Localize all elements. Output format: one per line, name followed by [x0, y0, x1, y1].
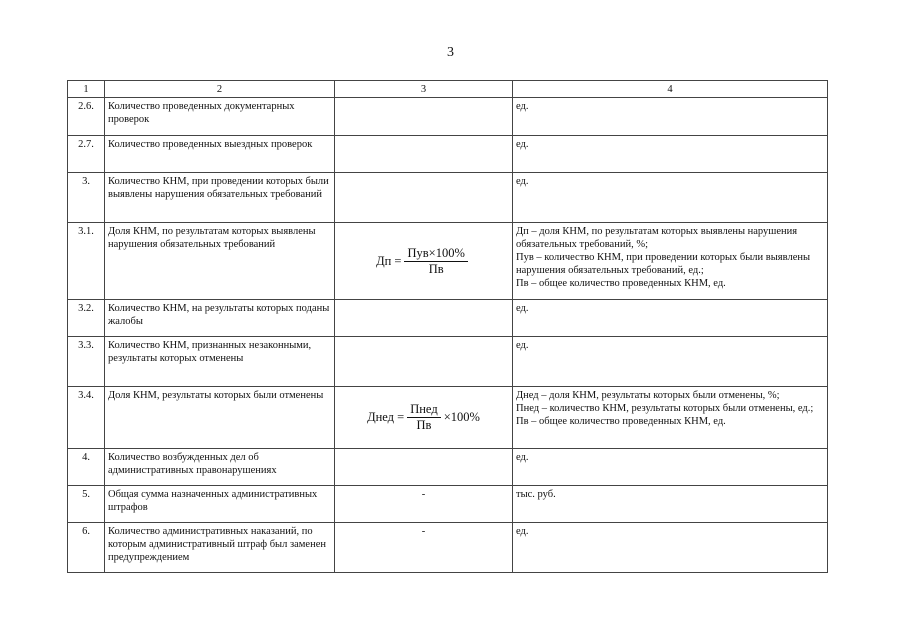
row-number: 3.3.: [68, 337, 105, 387]
formula-cell: -: [335, 523, 513, 573]
header-cell: 4: [513, 81, 828, 98]
formula-cell: -: [335, 486, 513, 523]
formula-suffix: ×100%: [443, 410, 480, 424]
table-row: [68, 223, 828, 300]
header-cell: 2: [105, 81, 335, 98]
table-row: [68, 300, 828, 337]
explanation-cell: [513, 387, 828, 449]
formula-cell: [335, 337, 513, 387]
formula-cell: [335, 387, 513, 449]
indicator-name: Количество проведенных выездных проверок: [105, 136, 335, 173]
page-number: 3: [447, 45, 454, 60]
formula: [367, 403, 480, 432]
formula-cell: [335, 223, 513, 300]
explanation-line: Пв – общее количество проведенных КНМ, ед.: [516, 416, 726, 427]
formula-numerator: Пнед: [407, 403, 440, 418]
formula-lhs: Дп =: [376, 253, 402, 268]
table-header-row: [68, 81, 828, 98]
unit-cell: ед.: [513, 337, 828, 387]
formula-cell: [335, 136, 513, 173]
unit-cell: ед.: [513, 136, 828, 173]
explanation-line: Дп – доля КНМ, по результатам которых выявлены нарушения обязательных требований, %;: [516, 226, 798, 250]
explanation-line: Пув – количество КНМ, при проведении которых были выявлены нарушения обязательных требований, ед.;: [516, 252, 811, 276]
indicator-name: Количество КНМ, на результаты которых поданы жалобы: [105, 300, 335, 337]
table-row: [68, 523, 828, 573]
row-number: 4.: [68, 449, 105, 486]
indicator-name: Количество КНМ, при проведении которых были выявлены нарушения обязательных требований: [105, 173, 335, 223]
explanation-line: Пв – общее количество проведенных КНМ, ед.: [516, 278, 726, 289]
table-row: [68, 98, 828, 136]
formula-denominator: Пв: [428, 261, 444, 276]
explanation-line: Пнед – количество КНМ, результаты которых были отменены, ед.;: [516, 403, 814, 414]
formula-denominator: Пв: [416, 418, 432, 432]
formula-fraction: [404, 247, 467, 276]
row-number: 3.: [68, 173, 105, 223]
formula: [376, 247, 471, 276]
table-row: [68, 387, 828, 449]
formula-cell: [335, 173, 513, 223]
indicator-name: Количество возбужденных дел об административных правонарушениях: [105, 449, 335, 486]
table-row: [68, 449, 828, 486]
indicator-name: Количество КНМ, признанных незаконными, результаты которых отменены: [105, 337, 335, 387]
indicator-name: Доля КНМ, по результатам которых выявлены нарушения обязательных требований: [105, 223, 335, 300]
formula-fraction: [407, 403, 440, 432]
row-number: 2.7.: [68, 136, 105, 173]
indicator-name: Общая сумма назначенных административных штрафов: [105, 486, 335, 523]
table-row: [68, 173, 828, 223]
unit-cell: ед.: [513, 523, 828, 573]
row-number: 5.: [68, 486, 105, 523]
table-row: [68, 136, 828, 173]
row-number: 2.6.: [68, 98, 105, 136]
explanation-line: Днед – доля КНМ, результаты которых были отменены, %;: [516, 390, 780, 401]
unit-cell: ед.: [513, 173, 828, 223]
indicators-table: [67, 80, 828, 573]
table-row: [68, 337, 828, 387]
formula-cell: [335, 300, 513, 337]
row-number: 3.1.: [68, 223, 105, 300]
table-row: [68, 486, 828, 523]
unit-cell: тыс. руб.: [513, 486, 828, 523]
formula-cell: [335, 98, 513, 136]
indicator-name: Доля КНМ, результаты которых были отменены: [105, 387, 335, 449]
formula-numerator: Пув×100%: [404, 247, 467, 262]
indicator-name: Количество административных наказаний, по которым административный штраф был заменен предупреждением: [105, 523, 335, 573]
unit-cell: ед.: [513, 300, 828, 337]
row-number: 3.4.: [68, 387, 105, 449]
explanation-cell: [513, 223, 828, 300]
indicator-name: Количество проведенных документарных проверок: [105, 98, 335, 136]
unit-cell: ед.: [513, 449, 828, 486]
unit-cell: ед.: [513, 98, 828, 136]
formula-lhs: Днед =: [367, 410, 405, 424]
header-cell: 3: [335, 81, 513, 98]
formula-cell: [335, 449, 513, 486]
row-number: 3.2.: [68, 300, 105, 337]
row-number: 6.: [68, 523, 105, 573]
header-cell: 1: [68, 81, 105, 98]
